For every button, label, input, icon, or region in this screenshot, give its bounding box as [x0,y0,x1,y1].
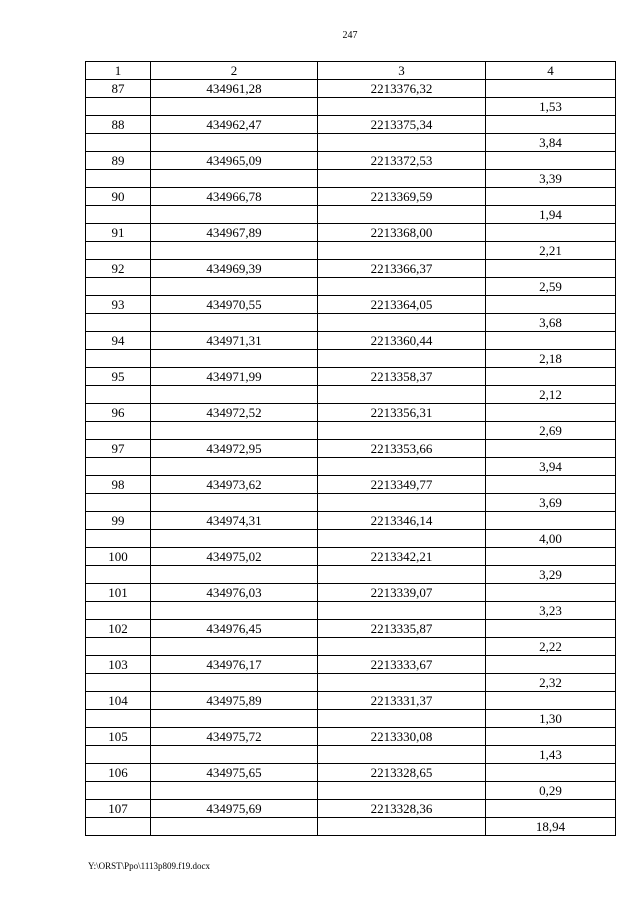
y-coordinate-cell: 2213342,21 [318,548,486,566]
y-coordinate-cell [318,422,486,440]
y-coordinate-cell: 2213330,08 [318,728,486,746]
y-coordinate-cell [318,638,486,656]
distance-cell [486,368,616,386]
point-number-cell [86,818,151,836]
x-coordinate-cell: 434972,52 [151,404,318,422]
y-coordinate-cell [318,458,486,476]
y-coordinate-cell [318,314,486,332]
x-coordinate-cell [151,566,318,584]
table-row [86,566,616,584]
distance-cell: 1,53 [486,98,616,116]
point-number-cell: 102 [86,620,151,638]
point-number-cell: 98 [86,476,151,494]
column-header-3: 3 [318,62,486,80]
point-number-cell: 100 [86,548,151,566]
x-coordinate-cell [151,422,318,440]
x-coordinate-cell [151,314,318,332]
x-coordinate-cell: 434965,09 [151,152,318,170]
point-number-cell: 107 [86,800,151,818]
table-row [86,440,616,458]
table-row [86,242,616,260]
x-coordinate-cell: 434961,28 [151,80,318,98]
point-number-cell [86,494,151,512]
distance-cell [486,512,616,530]
table-row [86,800,616,818]
distance-cell [486,260,616,278]
y-coordinate-cell: 2213331,37 [318,692,486,710]
distance-cell: 3,69 [486,494,616,512]
table-row [86,134,616,152]
y-coordinate-cell [318,98,486,116]
y-coordinate-cell: 2213368,00 [318,224,486,242]
table-row [86,620,616,638]
point-number-cell [86,566,151,584]
x-coordinate-cell [151,170,318,188]
x-coordinate-cell: 434975,69 [151,800,318,818]
y-coordinate-cell: 2213339,07 [318,584,486,602]
distance-cell [486,728,616,746]
point-number-cell: 103 [86,656,151,674]
x-coordinate-cell: 434975,65 [151,764,318,782]
x-coordinate-cell: 434971,31 [151,332,318,350]
table-row [86,656,616,674]
table-body [86,80,616,836]
table-header [86,62,616,80]
y-coordinate-cell [318,170,486,188]
y-coordinate-cell [318,242,486,260]
point-number-cell: 95 [86,368,151,386]
x-coordinate-cell: 434970,55 [151,296,318,314]
distance-cell: 4,00 [486,530,616,548]
point-number-cell [86,746,151,764]
x-coordinate-cell [151,674,318,692]
distance-cell [486,296,616,314]
distance-cell [486,656,616,674]
x-coordinate-cell: 434969,39 [151,260,318,278]
x-coordinate-cell: 434975,89 [151,692,318,710]
distance-cell [486,116,616,134]
table-row [86,224,616,242]
point-number-cell: 94 [86,332,151,350]
point-number-cell: 90 [86,188,151,206]
table-row [86,278,616,296]
table-row [86,674,616,692]
table-row [86,314,616,332]
y-coordinate-cell [318,710,486,728]
table-row [86,98,616,116]
y-coordinate-cell [318,278,486,296]
distance-cell: 3,84 [486,134,616,152]
x-coordinate-cell: 434972,95 [151,440,318,458]
point-number-cell: 89 [86,152,151,170]
x-coordinate-cell [151,710,318,728]
point-number-cell [86,134,151,152]
y-coordinate-cell: 2213353,66 [318,440,486,458]
table-row [86,260,616,278]
distance-cell: 1,43 [486,746,616,764]
distance-cell: 3,94 [486,458,616,476]
x-coordinate-cell: 434974,31 [151,512,318,530]
distance-cell: 3,29 [486,566,616,584]
point-number-cell: 97 [86,440,151,458]
point-number-cell: 99 [86,512,151,530]
x-coordinate-cell [151,98,318,116]
distance-cell [486,440,616,458]
distance-cell: 2,18 [486,350,616,368]
table-row [86,764,616,782]
distance-cell: 3,23 [486,602,616,620]
y-coordinate-cell: 2213369,59 [318,188,486,206]
table-row [86,782,616,800]
y-coordinate-cell: 2213356,31 [318,404,486,422]
point-number-cell [86,458,151,476]
distance-cell [486,80,616,98]
table-row [86,422,616,440]
y-coordinate-cell: 2213364,05 [318,296,486,314]
distance-cell [486,620,616,638]
table-row [86,710,616,728]
column-header-2: 2 [151,62,318,80]
point-number-cell: 105 [86,728,151,746]
distance-cell: 1,94 [486,206,616,224]
table-row [86,512,616,530]
table-row [86,476,616,494]
table-row [86,206,616,224]
point-number-cell: 106 [86,764,151,782]
x-coordinate-cell [151,458,318,476]
y-coordinate-cell: 2213360,44 [318,332,486,350]
distance-cell: 2,22 [486,638,616,656]
x-coordinate-cell: 434962,47 [151,116,318,134]
point-number-cell: 93 [86,296,151,314]
point-number-cell [86,386,151,404]
table-row [86,584,616,602]
file-path-footer: Y:\ORST\Ppo\1113p809.f19.docx [88,861,211,871]
table-row [86,332,616,350]
point-number-cell: 96 [86,404,151,422]
distance-cell: 2,59 [486,278,616,296]
table-row [86,152,616,170]
y-coordinate-cell: 2213333,67 [318,656,486,674]
x-coordinate-cell: 434966,78 [151,188,318,206]
table-row [86,548,616,566]
point-number-cell: 91 [86,224,151,242]
x-coordinate-cell: 434976,17 [151,656,318,674]
distance-cell: 2,12 [486,386,616,404]
point-number-cell [86,710,151,728]
y-coordinate-cell: 2213346,14 [318,512,486,530]
distance-cell [486,548,616,566]
table-row [86,494,616,512]
point-number-cell [86,350,151,368]
point-number-cell: 88 [86,116,151,134]
table-row [86,368,616,386]
point-number-cell [86,278,151,296]
distance-cell: 2,21 [486,242,616,260]
y-coordinate-cell [318,818,486,836]
y-coordinate-cell: 2213376,32 [318,80,486,98]
y-coordinate-cell [318,386,486,404]
distance-cell [486,404,616,422]
x-coordinate-cell [151,134,318,152]
y-coordinate-cell: 2213375,34 [318,116,486,134]
distance-cell [486,332,616,350]
x-coordinate-cell: 434971,99 [151,368,318,386]
x-coordinate-cell [151,638,318,656]
y-coordinate-cell: 2213366,37 [318,260,486,278]
table-row [86,170,616,188]
distance-cell [486,224,616,242]
y-coordinate-cell: 2213328,36 [318,800,486,818]
y-coordinate-cell [318,134,486,152]
x-coordinate-cell [151,530,318,548]
table-row [86,818,616,836]
point-number-cell [86,674,151,692]
x-coordinate-cell: 434975,72 [151,728,318,746]
page-number: 247 [342,30,358,41]
table-row [86,728,616,746]
y-coordinate-cell: 2213372,53 [318,152,486,170]
y-coordinate-cell: 2213328,65 [318,764,486,782]
x-coordinate-cell: 434976,03 [151,584,318,602]
x-coordinate-cell [151,746,318,764]
distance-cell [486,152,616,170]
distance-cell [486,476,616,494]
header-row [86,62,616,80]
coordinates-table [85,61,616,836]
point-number-cell [86,170,151,188]
x-coordinate-cell [151,242,318,260]
point-number-cell [86,98,151,116]
x-coordinate-cell [151,206,318,224]
point-number-cell [86,314,151,332]
column-header-4: 4 [486,62,616,80]
distance-cell [486,692,616,710]
table-row [86,530,616,548]
point-number-cell [86,782,151,800]
x-coordinate-cell: 434973,62 [151,476,318,494]
point-number-cell [86,206,151,224]
x-coordinate-cell [151,386,318,404]
point-number-cell: 101 [86,584,151,602]
distance-cell [486,584,616,602]
table-row [86,188,616,206]
table-row [86,296,616,314]
y-coordinate-cell [318,746,486,764]
y-coordinate-cell: 2213349,77 [318,476,486,494]
distance-cell [486,188,616,206]
table-row [86,386,616,404]
x-coordinate-cell [151,494,318,512]
point-number-cell: 87 [86,80,151,98]
distance-cell: 18,94 [486,818,616,836]
point-number-cell [86,530,151,548]
y-coordinate-cell [318,566,486,584]
x-coordinate-cell [151,278,318,296]
table-row [86,602,616,620]
table-row [86,638,616,656]
column-header-1: 1 [86,62,151,80]
point-number-cell [86,602,151,620]
distance-cell: 0,29 [486,782,616,800]
y-coordinate-cell: 2213358,37 [318,368,486,386]
distance-cell: 2,32 [486,674,616,692]
x-coordinate-cell [151,818,318,836]
y-coordinate-cell [318,602,486,620]
distance-cell [486,764,616,782]
table-row [86,458,616,476]
x-coordinate-cell: 434975,02 [151,548,318,566]
point-number-cell [86,638,151,656]
table-row [86,350,616,368]
x-coordinate-cell [151,602,318,620]
y-coordinate-cell [318,782,486,800]
x-coordinate-cell [151,350,318,368]
table-row [86,80,616,98]
x-coordinate-cell: 434976,45 [151,620,318,638]
distance-cell: 3,68 [486,314,616,332]
distance-cell: 2,69 [486,422,616,440]
y-coordinate-cell [318,530,486,548]
x-coordinate-cell: 434967,89 [151,224,318,242]
point-number-cell: 92 [86,260,151,278]
distance-cell: 1,30 [486,710,616,728]
y-coordinate-cell: 2213335,87 [318,620,486,638]
point-number-cell: 104 [86,692,151,710]
table-row [86,692,616,710]
y-coordinate-cell [318,350,486,368]
point-number-cell [86,422,151,440]
distance-cell [486,800,616,818]
distance-cell: 3,39 [486,170,616,188]
table-row [86,404,616,422]
table-row [86,746,616,764]
y-coordinate-cell [318,206,486,224]
x-coordinate-cell [151,782,318,800]
y-coordinate-cell [318,674,486,692]
point-number-cell [86,242,151,260]
y-coordinate-cell [318,494,486,512]
table-row [86,116,616,134]
